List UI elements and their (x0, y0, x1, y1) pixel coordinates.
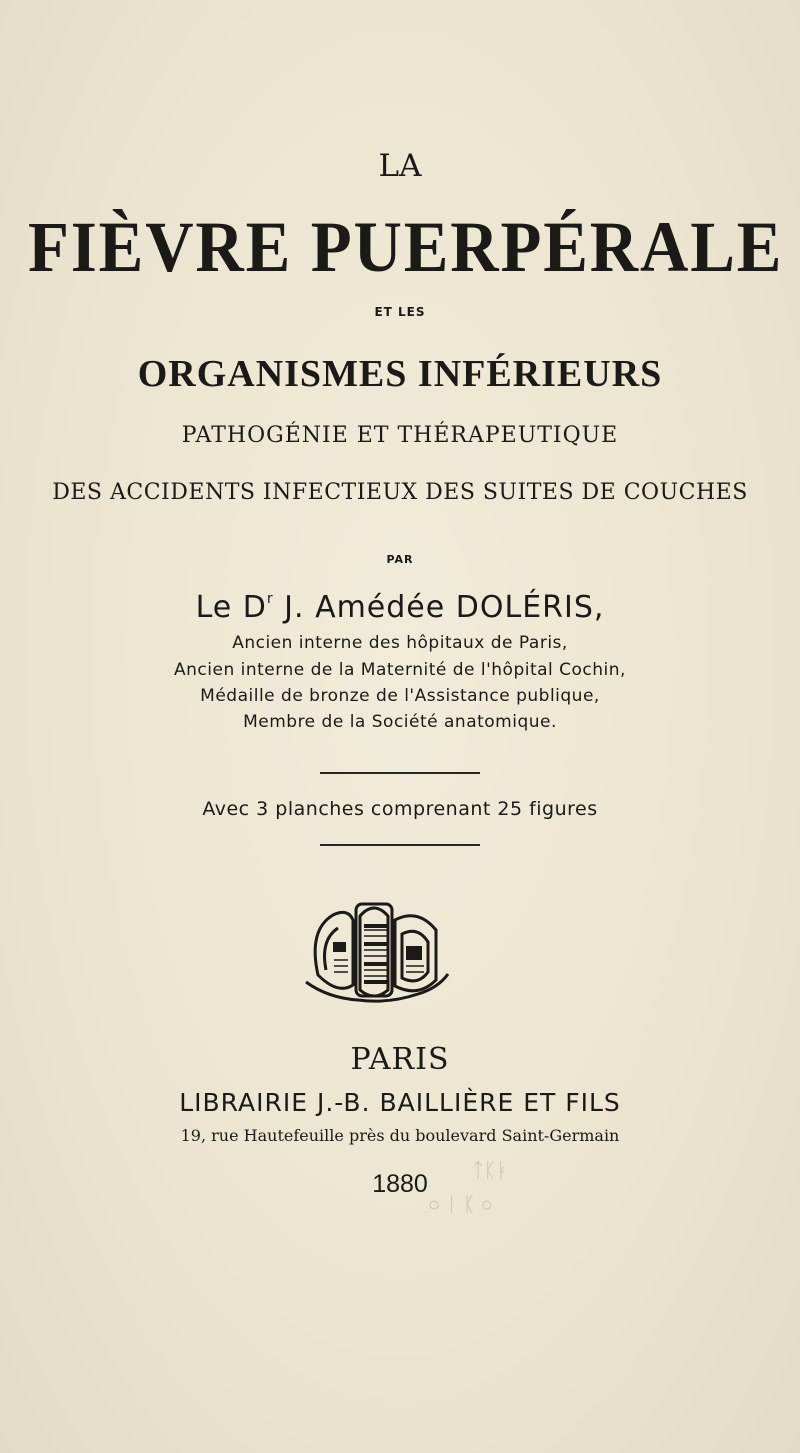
imprint-city: PARIS (350, 1042, 450, 1077)
title-conjunction: ET LES (374, 305, 426, 319)
faded-stamp-mark: ᛏᛕᛓ (472, 1160, 508, 1182)
plates-note: Avec 3 planches comprenant 25 figures (202, 798, 598, 820)
publisher-monogram-icon (298, 890, 458, 1010)
faded-stamp-mark: ○ ᛁ ᛕ ○ (428, 1194, 493, 1216)
credential-line: Membre de la Société anatomique. (243, 712, 557, 732)
author-prefix: Le D (195, 590, 267, 625)
imprint-publisher: LIBRAIRIE J.-B. BAILLIÈRE ET FILS (179, 1088, 621, 1117)
author-prefix-sup: r (266, 591, 274, 607)
subtitle-line-1: PATHOGÉNIE ET THÉRAPEUTIQUE (181, 423, 619, 448)
divider-top (320, 772, 480, 774)
author-name (0, 590, 800, 625)
subtitle-line-2: DES ACCIDENTS INFECTIEUX DES SUITES DE COUCHES (52, 480, 748, 505)
divider-bottom (320, 844, 480, 846)
imprint-address: 19, rue Hautefeuille près du boulevard Saint-Germain (180, 1126, 620, 1145)
subtitle: ORGANISMES INFÉRIEURS (137, 353, 663, 395)
imprint-year: 1880 (372, 1170, 428, 1198)
main-title: FIÈVRE PUERPÉRALE (28, 207, 784, 287)
by-label: PAR (386, 553, 414, 566)
credential-line: Médaille de bronze de l'Assistance publique, (200, 686, 600, 706)
title-article: LA (378, 148, 422, 184)
credential-line: Ancien interne des hôpitaux de Paris, (232, 633, 568, 653)
author-fullname: J. Amédée DOLÉRIS, (273, 590, 605, 625)
credential-line: Ancien interne de la Maternité de l'hôpital Cochin, (174, 660, 626, 680)
